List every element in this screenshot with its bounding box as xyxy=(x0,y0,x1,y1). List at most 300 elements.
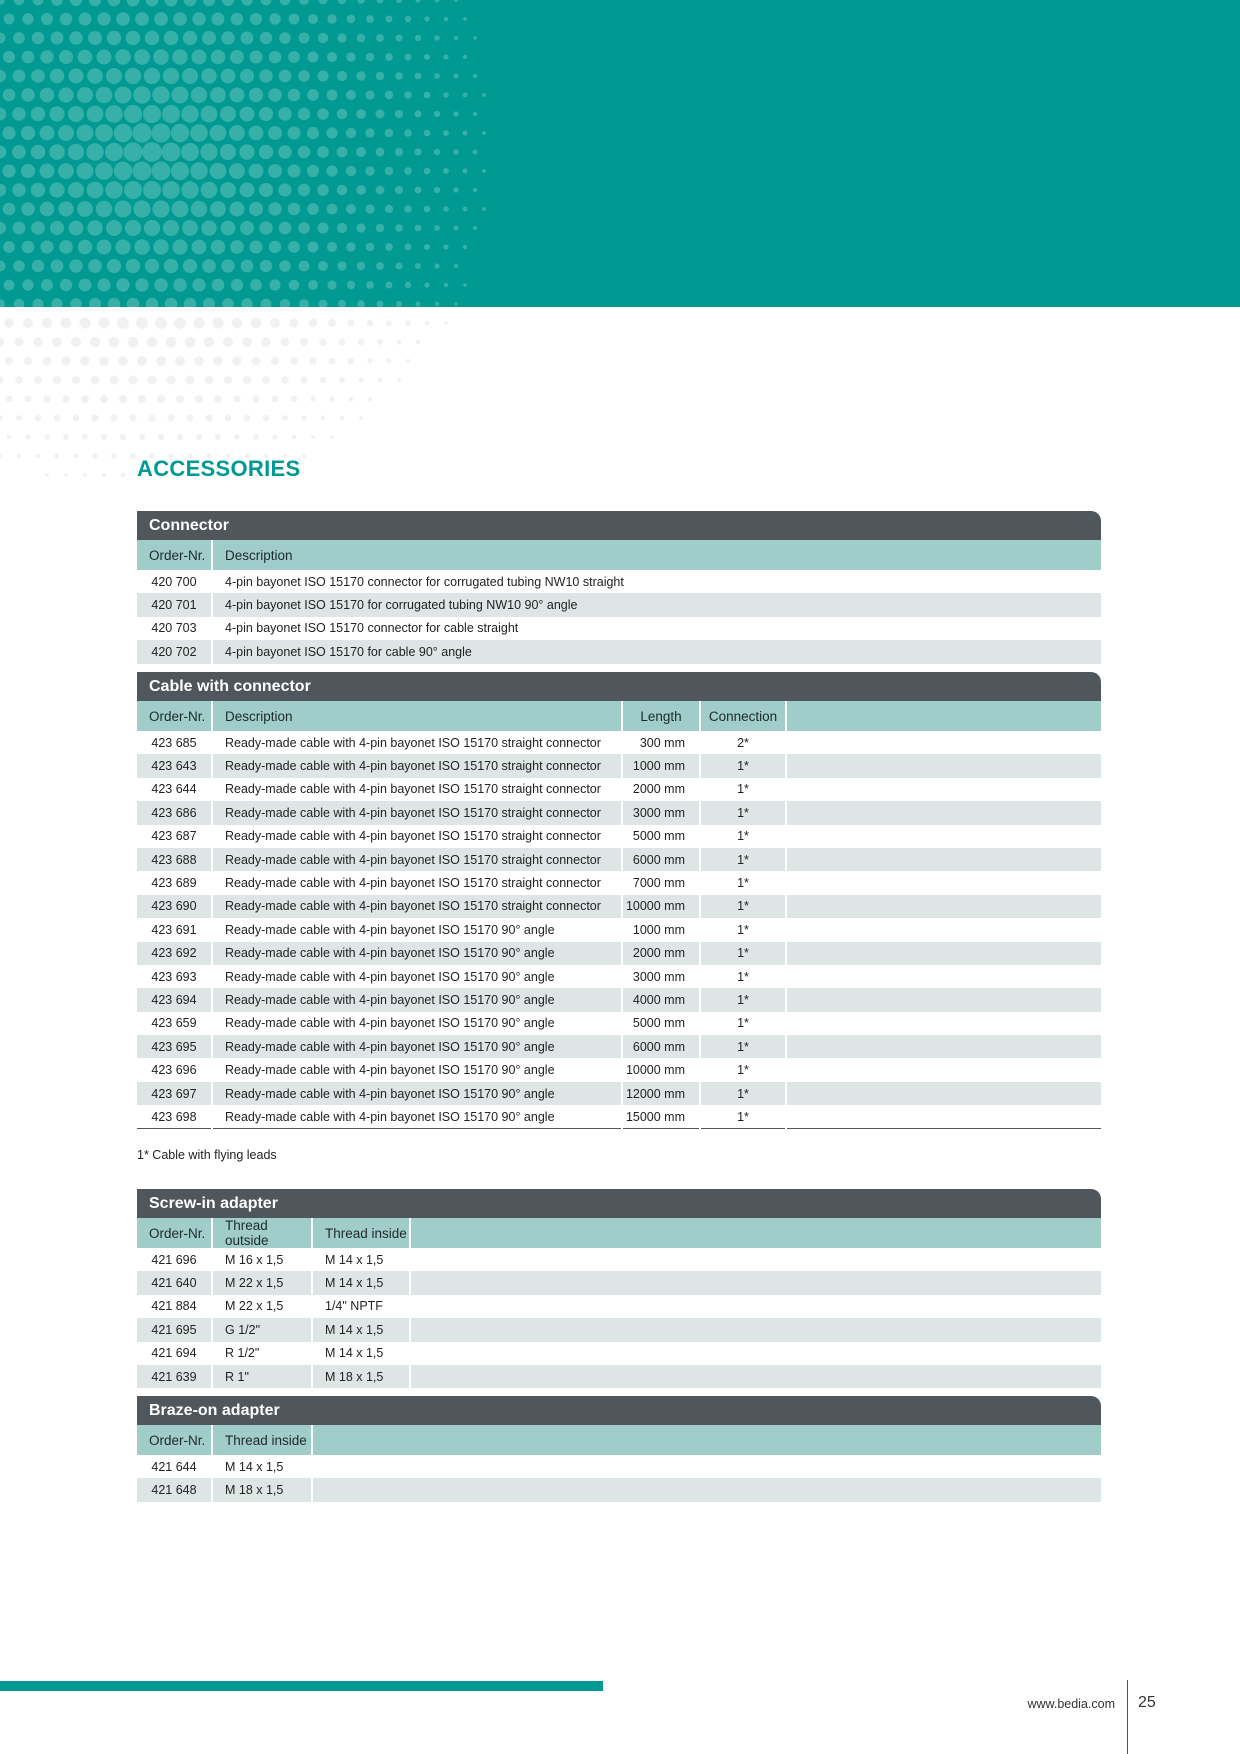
decorative-dot xyxy=(107,259,121,273)
decorative-dot xyxy=(301,415,306,420)
decorative-dot xyxy=(299,0,309,5)
table-cell: R 1/2" xyxy=(212,1342,312,1365)
decorative-dot xyxy=(69,221,84,236)
screw-in-section xyxy=(137,1189,1101,1388)
decorative-dot xyxy=(415,35,421,41)
table-row xyxy=(137,918,1101,941)
decorative-dot xyxy=(339,377,345,383)
decorative-dot xyxy=(145,31,160,46)
decorative-dot xyxy=(102,473,106,477)
decorative-dot xyxy=(280,299,290,309)
braze-on-table xyxy=(137,1425,1101,1502)
table-cell-empty xyxy=(786,895,1101,918)
decorative-dot xyxy=(127,0,140,6)
decorative-dot xyxy=(182,220,198,236)
decorative-dot xyxy=(327,14,336,23)
decorative-dot xyxy=(135,12,149,26)
decorative-dot xyxy=(463,207,468,212)
decorative-dot xyxy=(183,259,197,273)
decorative-dot xyxy=(31,69,45,83)
decorative-dot xyxy=(338,300,346,308)
decorative-dot xyxy=(415,73,422,80)
decorative-dot xyxy=(0,146,6,159)
decorative-dot xyxy=(0,70,6,82)
screw-in-table xyxy=(137,1218,1101,1388)
decorative-dot xyxy=(415,263,421,269)
decorative-dot xyxy=(42,318,52,328)
decorative-dot xyxy=(64,473,68,477)
decorative-dot xyxy=(337,147,348,158)
decorative-dot xyxy=(318,223,329,234)
table-cell: 423 685 xyxy=(137,731,212,754)
decorative-dot xyxy=(210,201,226,217)
decorative-dot xyxy=(368,397,372,401)
decorative-dot xyxy=(215,434,221,440)
decorative-dot xyxy=(357,262,366,271)
decorative-dot xyxy=(40,126,55,141)
decorative-dot xyxy=(223,337,233,347)
decorative-dot xyxy=(51,298,62,309)
decorative-dot xyxy=(80,356,89,365)
decorative-dot xyxy=(249,164,264,179)
decorative-dot xyxy=(40,240,53,253)
decorative-dot xyxy=(376,72,384,80)
decorative-dot xyxy=(482,131,486,135)
decorative-dot xyxy=(71,337,81,347)
decorative-dot xyxy=(473,74,477,78)
table-cell: 300 mm xyxy=(622,731,700,754)
decorative-dot xyxy=(144,220,160,236)
table-cell-empty xyxy=(786,778,1101,801)
decorative-dot xyxy=(269,13,280,24)
decorative-dot xyxy=(111,453,116,458)
decorative-dot xyxy=(177,434,183,440)
decorative-dot xyxy=(22,241,35,254)
decorative-dot xyxy=(482,207,486,211)
decorative-dot xyxy=(21,164,35,178)
table-row xyxy=(137,1295,1101,1318)
decorative-dot xyxy=(15,338,24,347)
decorative-dot xyxy=(152,86,169,103)
decorative-dot xyxy=(145,259,159,273)
decorative-dot xyxy=(6,396,12,402)
decorative-dot xyxy=(210,163,227,180)
decorative-dot xyxy=(279,222,292,235)
decorative-dot xyxy=(443,54,448,59)
decorative-dot xyxy=(416,340,420,344)
decorative-dot xyxy=(152,200,169,217)
table-row xyxy=(137,1035,1101,1058)
decorative-dot xyxy=(424,92,431,99)
decorative-dot xyxy=(327,204,338,215)
decorative-dot xyxy=(250,13,262,25)
decorative-dot xyxy=(0,454,2,458)
table-cell: M 14 x 1,5 xyxy=(312,1318,410,1341)
decorative-dot xyxy=(463,93,468,98)
section-header-braze-on: Braze-on adapter xyxy=(137,1396,1101,1425)
decorative-dot xyxy=(249,240,262,253)
decorative-dot xyxy=(163,220,179,236)
table-row xyxy=(137,1318,1101,1341)
decorative-dot xyxy=(87,68,103,84)
table-cell: M 16 x 1,5 xyxy=(212,1248,312,1271)
decorative-dot xyxy=(116,12,130,26)
decorative-dot xyxy=(172,49,187,64)
decorative-dot xyxy=(110,414,117,421)
decorative-dot xyxy=(278,183,291,196)
decorative-dot xyxy=(82,434,88,440)
section-header-connector: Connector xyxy=(137,511,1101,540)
table-cell: 5000 mm xyxy=(622,825,700,848)
decorative-dot xyxy=(317,108,329,120)
decorative-dot xyxy=(175,356,185,366)
table-cell: Ready-made cable with 4-pin bayonet ISO 15170 90° angle xyxy=(212,1105,622,1128)
column-header xyxy=(312,1425,1101,1455)
decorative-dot xyxy=(158,434,164,440)
decorative-dot xyxy=(291,396,297,402)
decorative-dot xyxy=(268,126,282,140)
decorative-dot xyxy=(77,163,94,180)
connector-table xyxy=(137,540,1101,664)
section-header-screw-in: Screw-in adapter xyxy=(137,1189,1101,1218)
decorative-dot xyxy=(415,0,420,3)
decorative-dot xyxy=(190,162,207,179)
decorative-dot xyxy=(0,261,6,272)
decorative-dot xyxy=(269,51,282,64)
decorative-dot xyxy=(105,181,122,198)
decorative-dot xyxy=(97,12,110,25)
decorative-dot xyxy=(288,127,301,140)
decorative-dot xyxy=(396,0,402,3)
decorative-dot xyxy=(240,69,254,83)
decorative-dot xyxy=(395,110,403,118)
decorative-dot xyxy=(79,279,92,292)
decorative-dot xyxy=(86,143,103,160)
decorative-dot xyxy=(308,242,319,253)
decorative-dot xyxy=(262,376,270,384)
table-cell: 423 694 xyxy=(137,988,212,1011)
decorative-dot xyxy=(114,124,132,142)
table-cell-empty xyxy=(786,1082,1101,1105)
decorative-dot xyxy=(232,318,243,329)
decorative-dot xyxy=(307,89,319,101)
decorative-dot xyxy=(201,106,218,123)
decorative-dot xyxy=(289,280,300,291)
decorative-dot xyxy=(434,187,440,193)
decorative-dot xyxy=(12,145,26,159)
table-cell-empty xyxy=(786,801,1101,824)
decorative-dot xyxy=(77,201,93,217)
table-cell-empty xyxy=(410,1318,1101,1341)
decorative-dot xyxy=(376,34,384,42)
decorative-dot xyxy=(201,182,218,199)
table-cell: 421 640 xyxy=(137,1271,212,1294)
decorative-dot xyxy=(167,414,174,421)
decorative-dot xyxy=(473,150,478,155)
decorative-dot xyxy=(242,337,252,347)
decorative-dot xyxy=(443,244,448,249)
decorative-dot xyxy=(259,107,273,121)
decorative-dot xyxy=(292,435,297,440)
decorative-dot xyxy=(405,16,411,22)
decorative-dot xyxy=(83,473,87,477)
table-cell-empty xyxy=(410,1342,1101,1365)
decorative-dot xyxy=(346,128,356,138)
table-row xyxy=(137,871,1101,894)
decorative-dot xyxy=(365,90,374,99)
decorative-dot xyxy=(376,262,384,270)
table-cell-empty xyxy=(786,754,1101,777)
decorative-dot xyxy=(21,88,35,102)
table-cell: 423 696 xyxy=(137,1058,212,1081)
table-cell: 1000 mm xyxy=(622,918,700,941)
decorative-dot xyxy=(250,279,262,291)
decorative-dot xyxy=(263,415,269,421)
decorative-dot xyxy=(200,143,217,160)
decorative-dot xyxy=(385,205,393,213)
decorative-dot xyxy=(115,87,132,104)
decorative-dot xyxy=(220,106,236,122)
column-header: Order-Nr. xyxy=(137,1425,212,1455)
decorative-dot xyxy=(273,435,278,440)
table-cell: 10000 mm xyxy=(622,1058,700,1081)
decorative-dot xyxy=(95,124,113,142)
table-cell: 1* xyxy=(700,965,786,988)
decorative-dot xyxy=(340,416,344,420)
decorative-dot xyxy=(259,183,273,197)
decorative-dot xyxy=(309,319,318,328)
decorative-dot xyxy=(5,357,13,365)
decorative-dot xyxy=(90,337,100,347)
decorative-dot xyxy=(326,127,337,138)
decorative-dot xyxy=(241,32,254,45)
decorative-dot xyxy=(320,377,326,383)
decorative-dot xyxy=(288,165,301,178)
decorative-dot xyxy=(347,319,354,326)
decorative-dot xyxy=(337,109,348,120)
decorative-dot xyxy=(61,356,70,365)
dot-pattern-decoration xyxy=(0,0,520,520)
decorative-dot xyxy=(319,0,328,5)
decorative-dot xyxy=(463,17,467,21)
decorative-dot xyxy=(268,202,281,215)
table-cell: Ready-made cable with 4-pin bayonet ISO 15170 straight connector xyxy=(212,871,622,894)
decorative-dot xyxy=(307,165,319,177)
decorative-dot xyxy=(148,376,157,385)
table-cell: 7000 mm xyxy=(622,871,700,894)
decorative-dot xyxy=(162,143,181,162)
decorative-dot xyxy=(174,317,186,329)
table-cell: M 14 x 1,5 xyxy=(312,1271,410,1294)
website-link[interactable]: www.bedia.com xyxy=(1027,1697,1115,1711)
decorative-dot xyxy=(58,163,74,179)
decorative-dot xyxy=(133,86,150,103)
decorative-dot xyxy=(173,278,186,291)
decorative-dot xyxy=(115,201,132,218)
decorative-dot xyxy=(68,106,84,122)
decorative-dot xyxy=(146,298,159,311)
decorative-dot xyxy=(22,51,35,64)
decorative-dot xyxy=(444,283,449,288)
table-cell: Ready-made cable with 4-pin bayonet ISO 15170 straight connector xyxy=(212,731,622,754)
decorative-dot xyxy=(261,299,272,310)
table-cell: 421 644 xyxy=(137,1455,212,1478)
decorative-dot xyxy=(349,397,354,402)
decorative-dot xyxy=(434,111,440,117)
decorative-dot xyxy=(87,182,104,199)
decorative-dot xyxy=(50,221,64,235)
table-row xyxy=(137,895,1101,918)
decorative-dot xyxy=(463,131,468,136)
table-cell-empty xyxy=(410,1365,1101,1388)
decorative-dot xyxy=(185,337,196,348)
decorative-dot xyxy=(14,0,25,5)
decorative-dot xyxy=(114,162,132,180)
decorative-dot xyxy=(12,183,25,196)
table-cell: 1* xyxy=(700,848,786,871)
decorative-dot xyxy=(31,183,45,197)
decorative-dot xyxy=(463,245,467,249)
decorative-dot xyxy=(154,278,168,292)
decorative-dot xyxy=(202,259,216,273)
decorative-dot xyxy=(473,226,477,230)
decorative-dot xyxy=(181,105,198,122)
decorative-dot xyxy=(125,220,141,236)
decorative-dot xyxy=(249,50,262,63)
decorative-dot xyxy=(356,71,365,80)
table-cell-empty xyxy=(786,825,1101,848)
decorative-dot xyxy=(133,200,150,217)
section-header-cable: Cable with connector xyxy=(137,672,1101,701)
table-cell: 1/4" NPTF xyxy=(312,1295,410,1318)
decorative-dot xyxy=(205,376,214,385)
table-cell: 420 703 xyxy=(137,617,212,640)
decorative-dot xyxy=(206,415,213,422)
decorative-dot xyxy=(346,242,355,251)
table-cell: 1* xyxy=(700,825,786,848)
decorative-dot xyxy=(365,204,374,213)
decorative-dot xyxy=(172,87,189,104)
table-cell: 6000 mm xyxy=(622,848,700,871)
decorative-dot xyxy=(288,241,300,253)
decorative-dot xyxy=(329,358,336,365)
decorative-dot xyxy=(105,105,123,123)
decorative-dot xyxy=(404,129,412,137)
decorative-dot xyxy=(193,317,204,328)
table-cell: 423 687 xyxy=(137,825,212,848)
table-cell-empty xyxy=(786,918,1101,941)
decorative-dot xyxy=(21,202,35,216)
decorative-dot xyxy=(87,220,102,235)
table-cell: 3000 mm xyxy=(622,801,700,824)
decorative-dot xyxy=(133,162,152,181)
decorative-dot xyxy=(222,298,234,310)
decorative-dot xyxy=(298,108,310,120)
decorative-dot xyxy=(79,13,92,26)
table-cell-empty xyxy=(786,871,1101,894)
decorative-dot xyxy=(395,186,403,194)
table-row xyxy=(137,1271,1101,1294)
decorative-dot xyxy=(278,107,291,120)
decorative-dot xyxy=(338,0,346,4)
decorative-dot xyxy=(4,14,15,25)
table-cell: 423 693 xyxy=(137,965,212,988)
decorative-dot xyxy=(96,87,113,104)
decorative-dot xyxy=(31,107,45,121)
decorative-dot xyxy=(182,68,198,84)
table-cell: Ready-made cable with 4-pin bayonet ISO 15170 90° angle xyxy=(212,918,622,941)
decorative-dot xyxy=(318,33,328,43)
decorative-dot xyxy=(0,415,3,420)
decorative-dot xyxy=(166,337,177,348)
decorative-dot xyxy=(288,51,300,63)
decorative-dot xyxy=(171,124,189,142)
decorative-dot xyxy=(172,201,189,218)
decorative-dot xyxy=(3,89,16,102)
decorative-dot xyxy=(129,414,136,421)
table-cell: 6000 mm xyxy=(622,1035,700,1058)
decorative-dot xyxy=(317,146,329,158)
table-cell: 1* xyxy=(700,1035,786,1058)
decorative-dot xyxy=(317,184,329,196)
decorative-dot xyxy=(69,259,82,272)
table-cell: 12000 mm xyxy=(622,1082,700,1105)
decorative-dot xyxy=(62,395,69,402)
table-row xyxy=(137,801,1101,824)
table-cell: M 14 x 1,5 xyxy=(312,1248,410,1271)
decorative-dot xyxy=(386,320,392,326)
decorative-dot xyxy=(16,415,22,421)
decorative-dot xyxy=(415,187,422,194)
decorative-dot xyxy=(385,53,393,61)
decorative-dot xyxy=(54,415,60,421)
table-row xyxy=(137,1342,1101,1365)
decorative-dot xyxy=(0,108,6,121)
table-cell: 423 688 xyxy=(137,848,212,871)
decorative-dot xyxy=(0,299,5,309)
decorative-dot xyxy=(190,124,208,142)
decorative-dot xyxy=(61,318,72,329)
table-cell: 5000 mm xyxy=(622,1012,700,1035)
decorative-dot xyxy=(414,110,421,117)
decorative-dot xyxy=(100,395,108,403)
decorative-dot xyxy=(473,188,477,192)
decorative-dot xyxy=(337,33,346,42)
decorative-dot xyxy=(377,0,384,4)
decorative-dot xyxy=(134,239,149,254)
table-cell: 423 692 xyxy=(137,942,212,965)
table-row xyxy=(137,1455,1101,1478)
decorative-dot xyxy=(302,454,306,458)
table-row xyxy=(137,1105,1101,1128)
decorative-dot xyxy=(280,0,290,5)
decorative-dot xyxy=(128,337,139,348)
decorative-dot xyxy=(210,125,227,142)
decorative-dot xyxy=(155,317,167,329)
decorative-dot xyxy=(435,0,440,2)
decorative-dot xyxy=(25,396,32,403)
decorative-dot xyxy=(424,168,431,175)
decorative-dot xyxy=(172,239,187,254)
decorative-dot xyxy=(298,70,310,82)
decorative-dot xyxy=(124,181,142,199)
decorative-dot xyxy=(319,338,327,346)
decorative-dot xyxy=(97,278,110,291)
decorative-dot xyxy=(249,202,263,216)
decorative-dot xyxy=(454,302,458,306)
decorative-dot xyxy=(196,434,202,440)
braze-on-section xyxy=(137,1396,1101,1502)
